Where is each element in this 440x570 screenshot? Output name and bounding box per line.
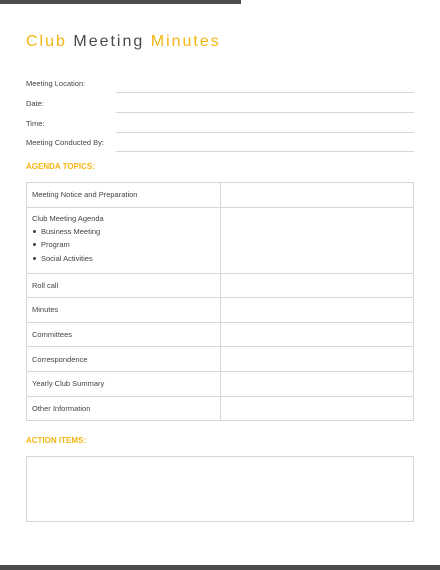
action-items-box[interactable] [26, 456, 414, 522]
top-decorative-bar [0, 0, 241, 4]
agenda-notes-cell[interactable] [221, 273, 414, 298]
agenda-topic-cell: Roll call [27, 273, 221, 298]
agenda-topic-cell: Committees [27, 322, 221, 347]
conducted-by-label: Meeting Conducted By: [26, 138, 104, 147]
agenda-topic-cell: Yearly Club Summary [27, 371, 221, 396]
table-row [27, 347, 414, 372]
table-row [27, 298, 414, 323]
table-row [27, 183, 414, 208]
agenda-notes-cell[interactable] [221, 396, 414, 421]
agenda-notes-cell[interactable] [221, 322, 414, 347]
date-label: Date: [26, 99, 44, 108]
agenda-topics-heading: AGENDA TOPICS: [26, 162, 95, 171]
table-row [27, 322, 414, 347]
date-field[interactable] [116, 112, 414, 113]
agenda-notes-cell[interactable] [221, 298, 414, 323]
agenda-table [26, 182, 414, 421]
title-word-minutes: Minutes [150, 33, 221, 50]
title-word-meeting: Meeting [73, 33, 145, 50]
meeting-location-label: Meeting Location: [26, 79, 86, 88]
agenda-topic-cell [27, 207, 221, 273]
action-items-heading: ACTION ITEMS: [26, 436, 86, 445]
list-item: Business Meeting [41, 227, 215, 237]
title-word-club: Club [26, 33, 67, 50]
agenda-topic-cell: Meeting Notice and Preparation [27, 183, 221, 208]
page-title [26, 33, 221, 51]
time-row [26, 119, 414, 133]
meeting-location-row [26, 79, 414, 93]
conducted-by-field[interactable] [116, 151, 414, 152]
table-row [27, 273, 414, 298]
agenda-notes-cell[interactable] [221, 183, 414, 208]
agenda-topic-cell: Other Information [27, 396, 221, 421]
meeting-location-field[interactable] [116, 92, 414, 93]
table-row [27, 396, 414, 421]
time-field[interactable] [116, 132, 414, 133]
agenda-notes-cell[interactable] [221, 371, 414, 396]
agenda-notes-cell[interactable] [221, 347, 414, 372]
table-row [27, 371, 414, 396]
agenda-subitem-list [32, 227, 215, 264]
agenda-topic-cell: Minutes [27, 298, 221, 323]
agenda-notes-cell[interactable] [221, 207, 414, 273]
list-item: Social Activities [41, 254, 215, 264]
time-label: Time: [26, 119, 45, 128]
table-row [27, 207, 414, 273]
conducted-by-row [26, 138, 414, 152]
agenda-topic-label: Club Meeting Agenda [32, 213, 104, 223]
date-row [26, 99, 414, 113]
bottom-decorative-bar [0, 565, 440, 570]
agenda-topic-cell: Correspondence [27, 347, 221, 372]
list-item: Program [41, 240, 215, 250]
